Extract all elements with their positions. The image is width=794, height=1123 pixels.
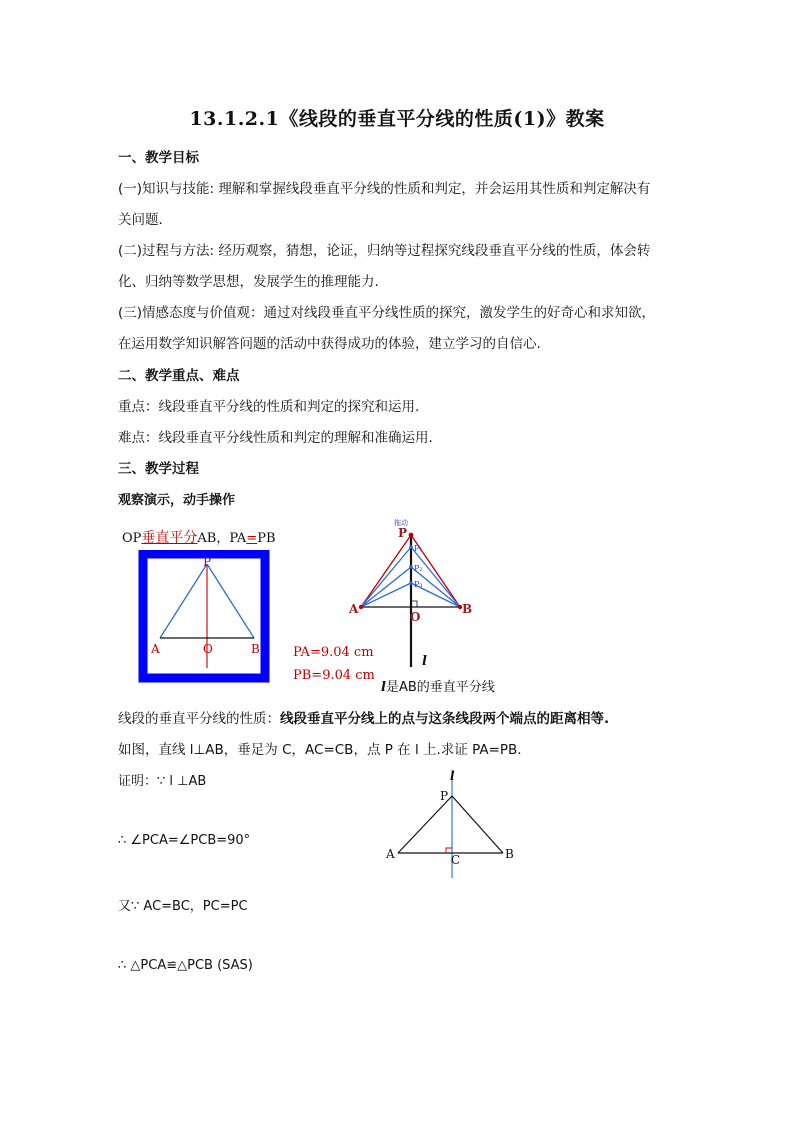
proof-line-1: 证明：∵ l ⊥AB (118, 774, 207, 789)
property-statement: 线段的垂直平分线的性质：线段垂直平分线上的点与这条线段两个端点的距离相等. (118, 711, 610, 727)
segment-pa (160, 564, 207, 638)
point-p3 (409, 581, 413, 585)
label-a: A (386, 847, 395, 861)
label-b: B (462, 602, 473, 616)
label-o: O (203, 642, 213, 656)
goal3-line1: (三)情感态度与价值观：通过对线段垂直平分线性质的探究，激发学生的好奇心和求知欲， (118, 305, 656, 321)
goal1-line1: (一)知识与技能: 理解和掌握线段垂直平分线的性质和判定，并会运用其性质和判定解决有 (118, 181, 651, 197)
label-l: l (422, 654, 427, 669)
blank-answer-1: 垂直平分 (141, 530, 198, 546)
label-o: O (410, 610, 421, 624)
label-p: P (440, 789, 449, 803)
label-a: A (151, 642, 160, 656)
blue-frame (143, 554, 265, 678)
goal2-line1: (二)过程与方法: 经历观察，猜想，论证，归纳等过程探究线段垂直平分线的性质，体会转 (118, 243, 651, 259)
pa-readout: PA=9.04 cm (293, 645, 374, 660)
segment-pa (361, 535, 411, 607)
difficulty-point: 难点：线段垂直平分线性质和判定的理解和准确运用. (118, 430, 433, 446)
label-b: B (251, 642, 260, 656)
point-p2 (409, 565, 413, 569)
proof-line-3: 又∵ AC=BC，PC=PC (118, 899, 248, 914)
goal1-line2: 关问题. (118, 212, 163, 228)
section3-subheading: 观察演示，动手操作 (118, 493, 236, 508)
proof-line-2: ∴ ∠PCA=∠PCB=90° (118, 833, 251, 848)
key-point: 重点：线段垂直平分线的性质和判定的探究和运用. (118, 399, 420, 415)
figure2-caption: l是AB的垂直平分线 (381, 680, 495, 695)
label-c: C (451, 853, 461, 867)
segment-pb (207, 564, 254, 638)
label-p1: P₁ (414, 544, 423, 553)
segment-p1a (361, 547, 411, 607)
label-p: P (398, 526, 408, 540)
point-p (409, 533, 414, 538)
label-p3: P₃ (414, 580, 423, 589)
section3-heading: 三、教学过程 (118, 461, 199, 477)
point-a (359, 605, 363, 609)
figure2-diagram (340, 515, 520, 695)
label-p: P (203, 555, 212, 569)
goal2-line2: 化、归纳等数学思想，发展学生的推理能力. (118, 274, 379, 290)
segment-pa (398, 796, 452, 853)
segment-pb (452, 796, 503, 853)
label-b: B (505, 847, 514, 861)
point-p1 (409, 545, 413, 549)
blank-answer-2: = (246, 531, 258, 546)
label-p2: P₂ (414, 564, 423, 573)
segment-p1b (411, 547, 460, 607)
section1-heading: 一、教学目标 (118, 150, 199, 166)
figure1-caption: OP垂直平分AB，PA=PB (122, 530, 276, 546)
drag-label: 拖动 (394, 519, 408, 527)
figure3-diagram (380, 768, 530, 880)
page-title: 13.1.2.1《线段的垂直平分线的性质(1)》教案 (189, 108, 605, 130)
pb-readout: PB=9.04 cm (293, 668, 375, 683)
proof-line-4: ∴ △PCA≌△PCB (SAS) (118, 958, 253, 973)
label-a: A (349, 602, 359, 616)
label-l: l (450, 769, 455, 783)
problem-statement: 如图，直线 l⊥AB，垂足为 C，AC=CB，点 P 在 l 上.求证 PA=PB. (118, 742, 522, 758)
goal3-line2: 在运用数学知识解答问题的活动中获得成功的体验，建立学习的自信心. (118, 336, 541, 352)
section2-heading: 二、教学重点、难点 (118, 368, 240, 384)
